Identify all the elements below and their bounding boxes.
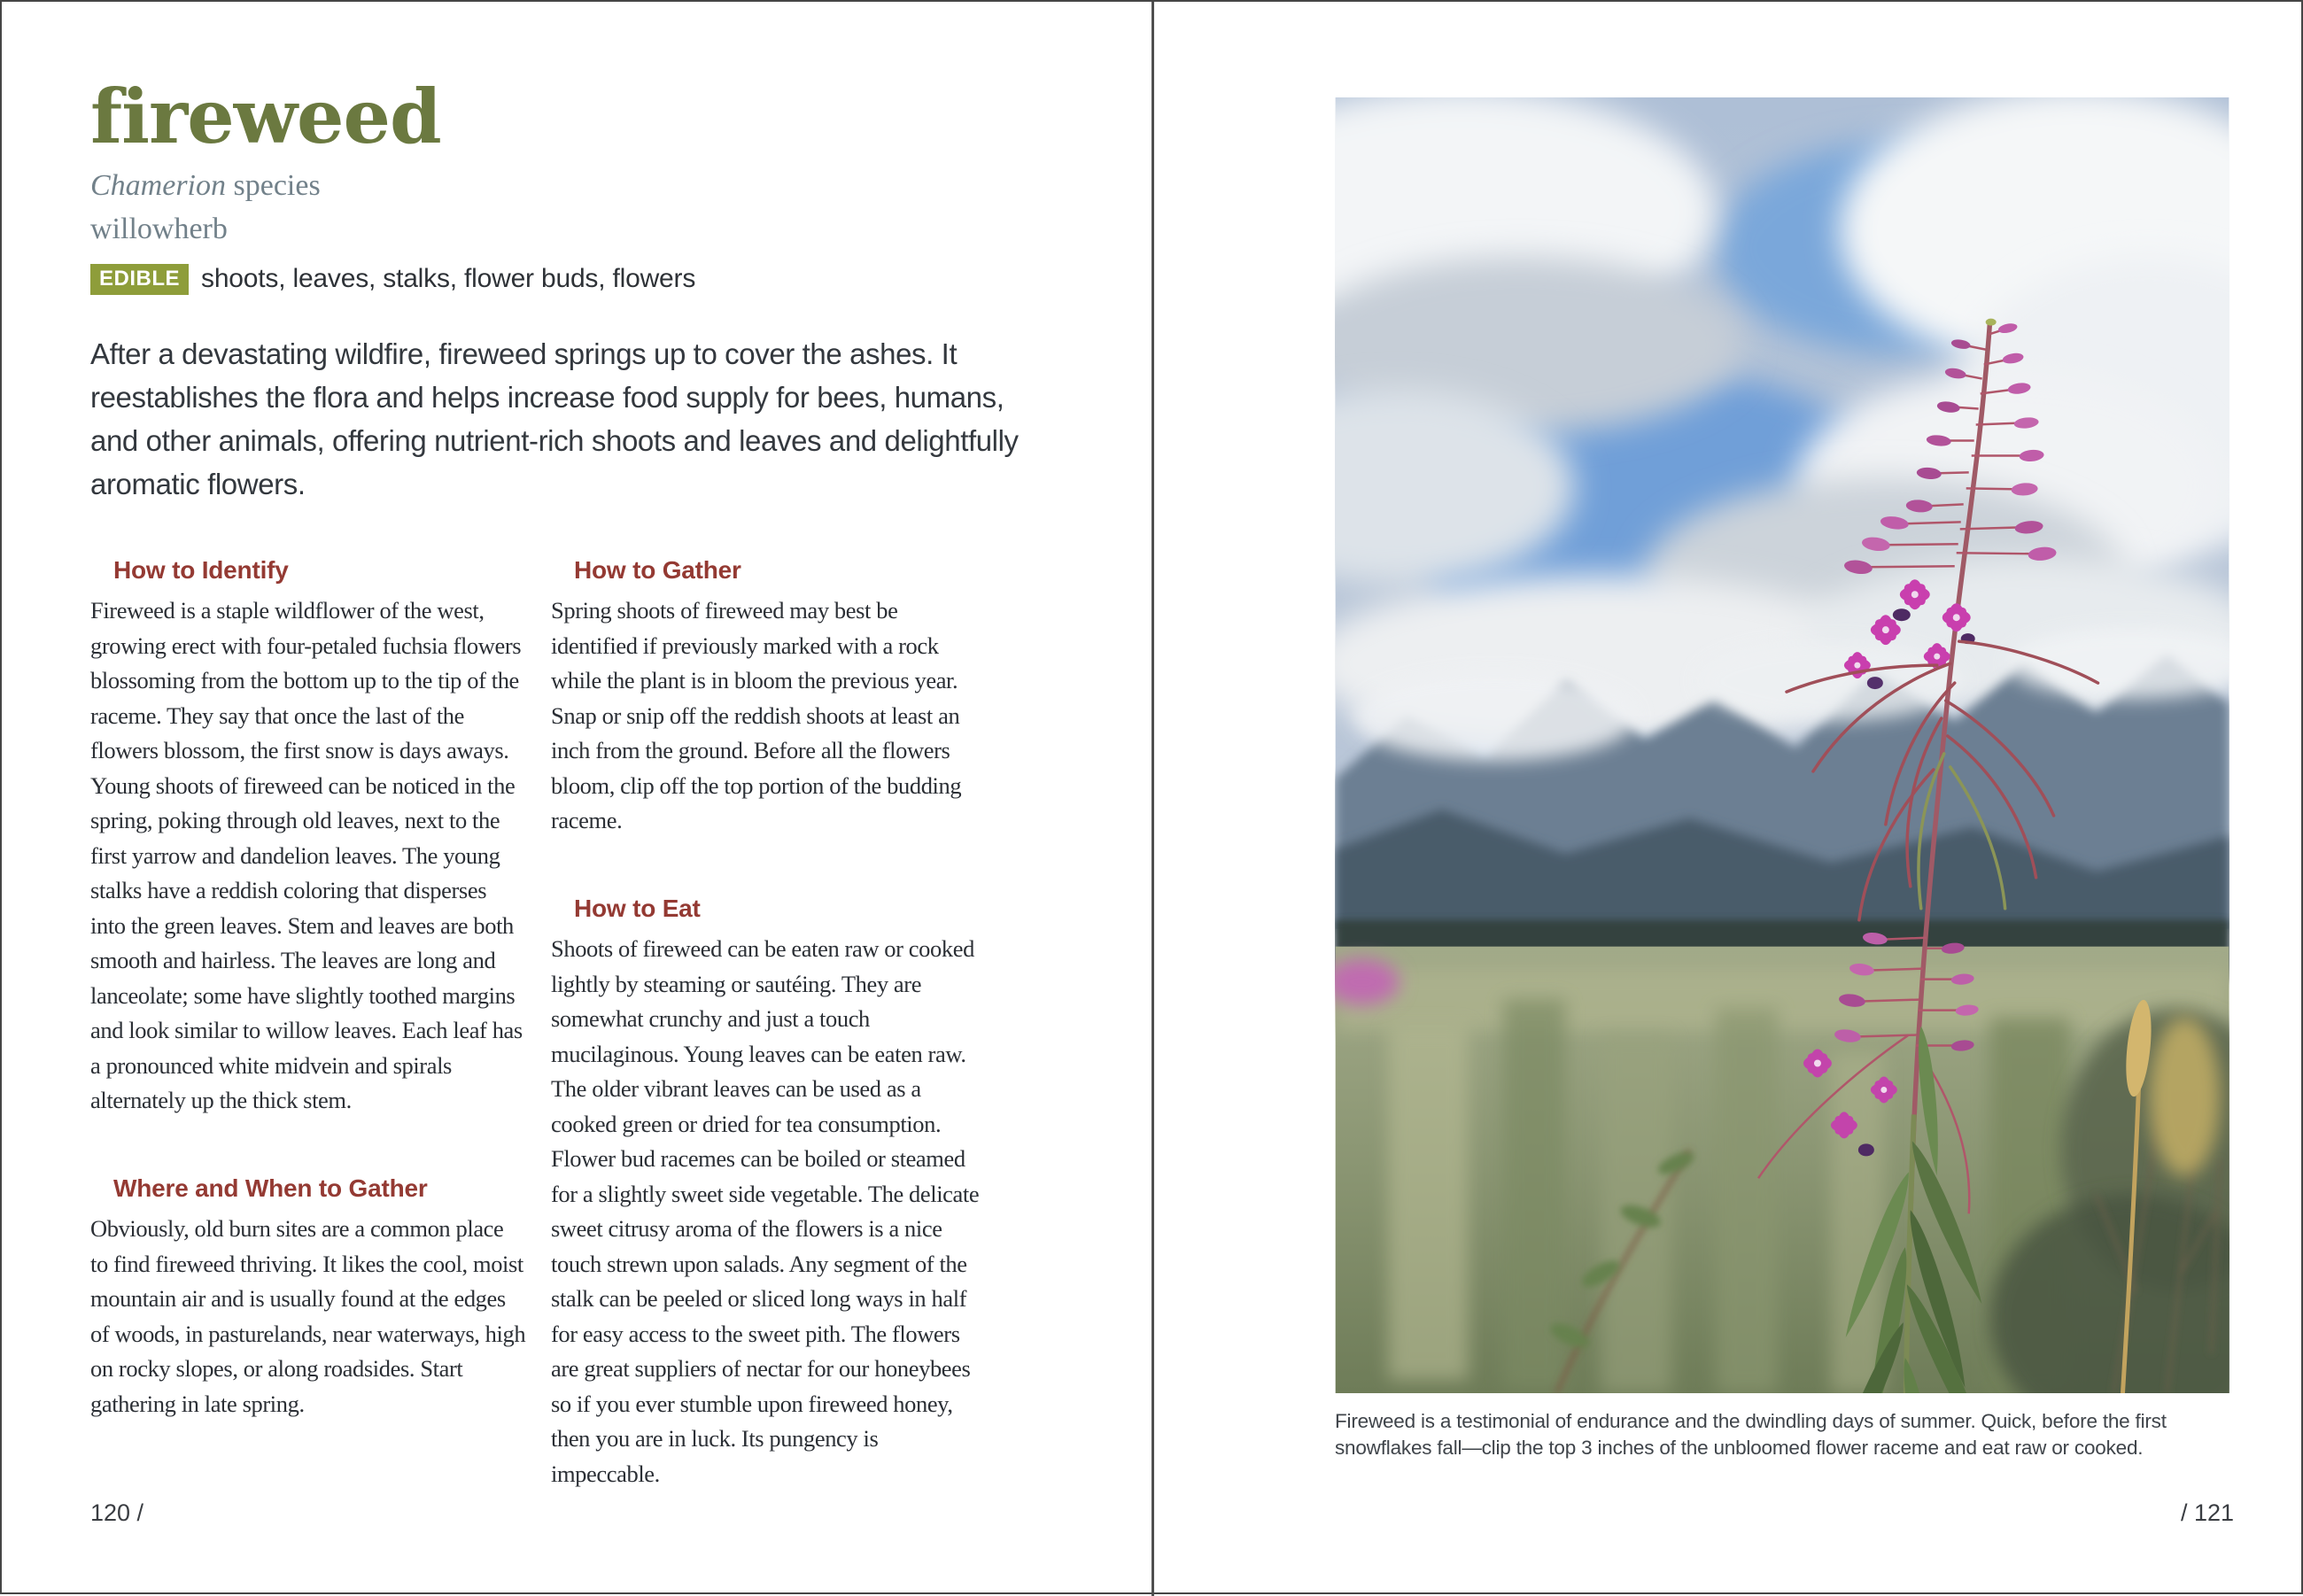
section-how-to-identify xyxy=(90,555,526,1119)
section-heading: Where and When to Gather xyxy=(113,1174,428,1202)
species-name-italic: Chamerion xyxy=(90,169,226,202)
fireweed-photo xyxy=(1335,97,2229,1393)
column-right xyxy=(551,555,987,1492)
species-name xyxy=(90,168,989,205)
section-heading: How to Gather xyxy=(574,555,741,584)
section-body: Fireweed is a staple wildflower of the west, growing erect with four-petaled fuchsia flowers blossoming from the bottom up to the tip of the raceme. They say that once the last of the flowers blossom, the first snow is days aways. Young shoots of fireweed can be noticed in the spring, poking through old leaves, next to the first yarrow and dandelion leaves. The young stalks have a reddish coloring that disperses into the green leaves. Stem and leaves are both smooth and hairless. The leaves are long and lanceolate; some have slightly toothed margins and look similar to willow leaves. Each leaf has a pronounced white midvein and spirals alternately up the thick stem. xyxy=(90,597,523,1114)
section-body: Obviously, old burn sites are a common place to find fireweed thriving. It likes the cool, moist mountain air and is usually found at the edges of woods, in pasturelands, near waterways, high on rocky slopes, or along roadsides. Start gathering in late spring. xyxy=(90,1215,526,1417)
section-how-to-eat xyxy=(551,894,987,1492)
fireweed-photo-illustration xyxy=(1335,97,2229,1393)
section-how-to-gather xyxy=(551,555,987,839)
intro-paragraph: After a devastating wildfire, fireweed springs up to cover the ashes. It reestablishes the flora and helps increase food supply for bees, humans, and other animals, offering nutrient-rich shoots and leaves and delightfully aromatic flowers. xyxy=(90,337,1019,500)
section-body: Spring shoots of fireweed may best be identified if previously marked with a rock while the plant is in bloom the previous year. Snap or snip off the reddish shoots at least an inch from the ground. Before all the flowers bloom, clip off the top portion of the budding raceme. xyxy=(551,597,962,834)
page-title: fireweed xyxy=(90,73,441,160)
photo-caption: Fireweed is a testimonial of endurance and the dwindling days of summer. Quick, before the first snowflakes fall—clip the top 3 inches of the unbloomed flower raceme and eat raw or cooked. xyxy=(1335,1410,2167,1459)
edible-row xyxy=(90,264,989,295)
edible-badge: EDIBLE xyxy=(90,264,189,295)
section-heading: How to Identify xyxy=(113,555,289,584)
section-body: Shoots of fireweed can be eaten raw or cooked lightly by steaming or sautéing. They are somewhat crunchy and just a touch mucilaginous. Young leaves can be eaten raw. The older vibrant leaves can be used as a cooked green or dried for tea consumption. Flower bud racemes can be boiled or steamed for a slightly sweet side vegetable. The delicate sweet citrusy aroma of the flowers is a nice touch strewn upon salads. Any segment of the stalk can be peeled or sliced long ways in half for easy access to the sweet pith. The flowers are great suppliers of nectar for our honeybees so if you ever stumble upon fireweed honey, then you are in luck. Its pungency is impeccable. xyxy=(551,935,980,1487)
section-heading: How to Eat xyxy=(574,894,701,922)
text-columns xyxy=(90,555,989,1492)
section-where-and-when-to-gather xyxy=(90,1174,526,1422)
page-number-left: 120 / xyxy=(90,1499,144,1526)
left-page-content xyxy=(90,2,1019,1491)
common-name: willowherb xyxy=(90,212,228,245)
photo-field xyxy=(1335,947,2229,1393)
right-page xyxy=(1154,2,2303,1596)
column-left xyxy=(90,555,526,1492)
left-page xyxy=(2,2,1152,1596)
species-name-rest: species xyxy=(226,169,321,202)
page-number-right: / 121 xyxy=(2180,1499,2234,1526)
edible-parts: shoots, leaves, stalks, flower buds, flowers xyxy=(201,264,696,294)
